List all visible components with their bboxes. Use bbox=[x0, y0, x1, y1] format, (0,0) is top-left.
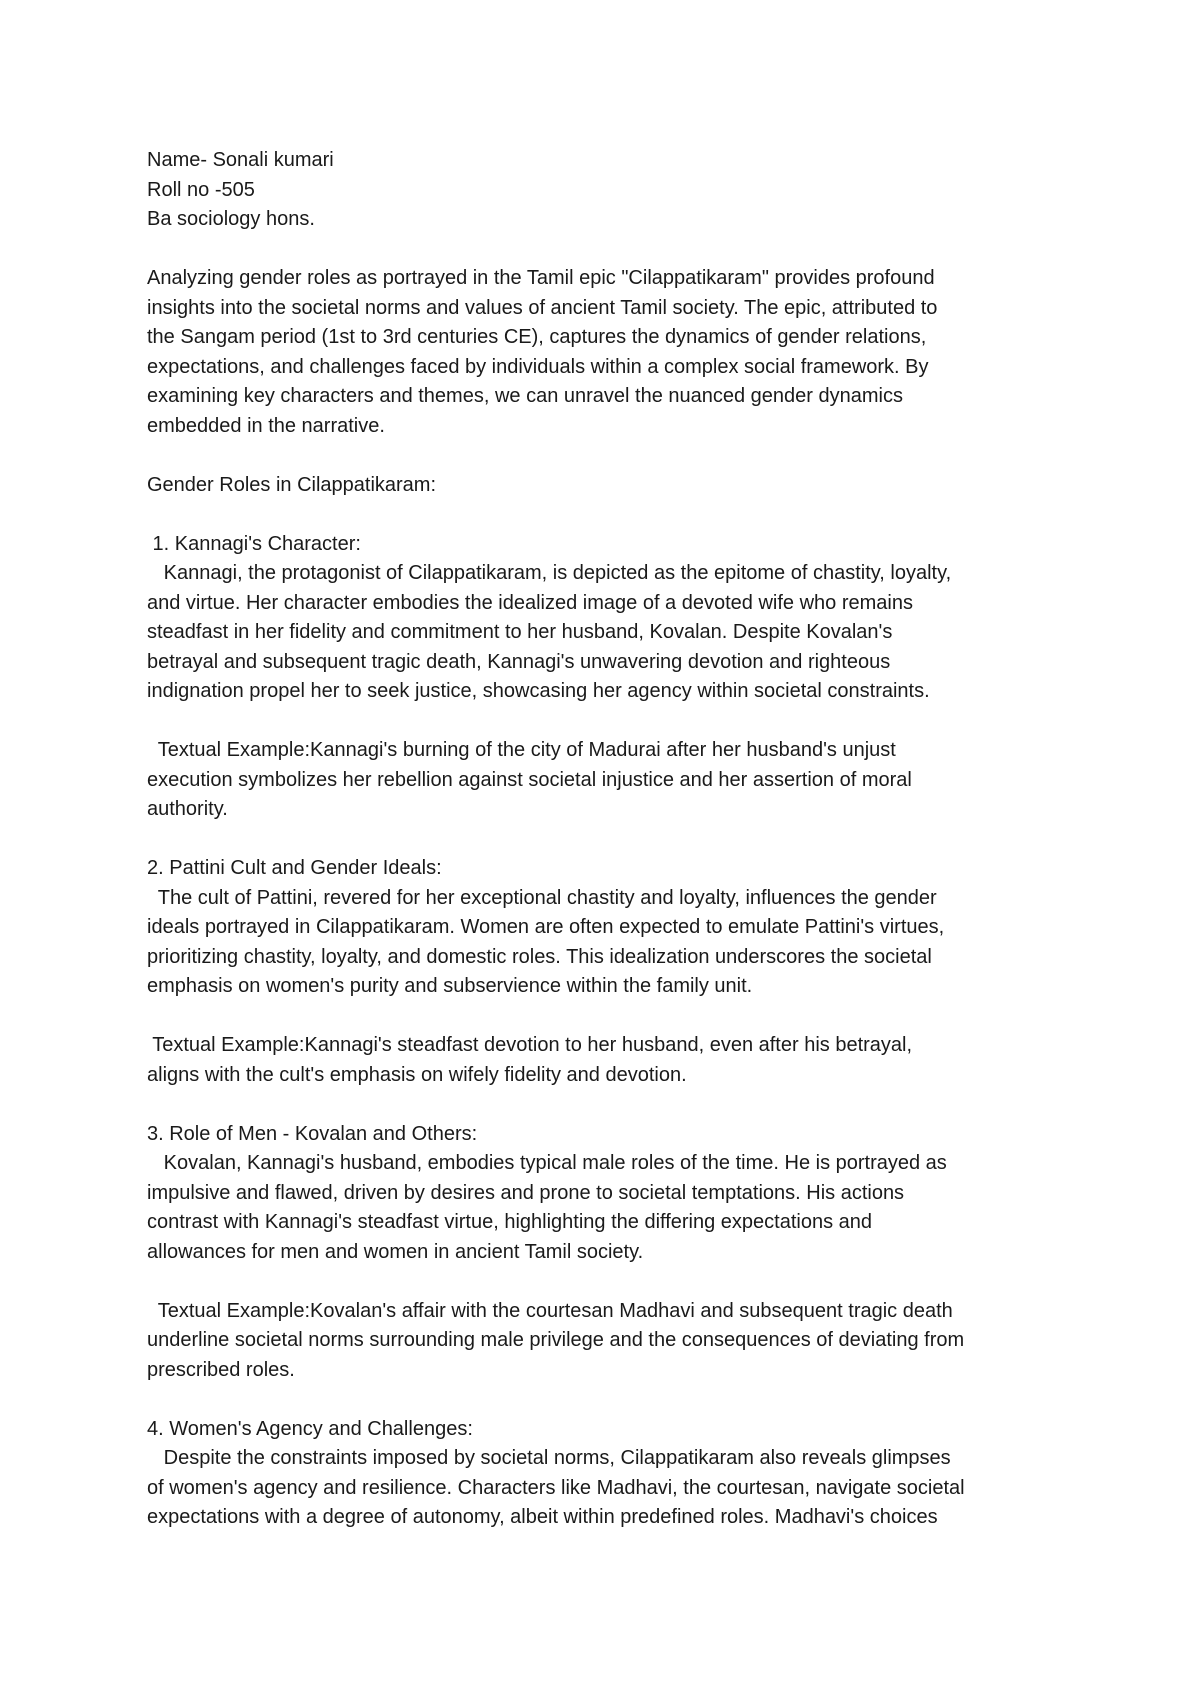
text-line: the Sangam period (1st to 3rd centuries CE), captures the dynamics of gender relations, bbox=[147, 326, 927, 348]
student-info bbox=[147, 146, 1087, 235]
spacer bbox=[147, 707, 1087, 737]
section-heading: Gender Roles in Cilappatikaram: bbox=[147, 473, 437, 496]
text-line: Analyzing gender roles as portrayed in the Tamil epic "Cilappatikaram" provides profound bbox=[147, 267, 935, 289]
text-line: and virtue. Her character embodies the idealized image of a devoted wife who remains bbox=[147, 591, 913, 614]
textual-example-line: Textual Example:Kovalan's affair with the courtesan Madhavi and subsequent tragic death bbox=[147, 1299, 953, 1322]
text-line: indignation propel her to seek justice, showcasing her agency within societal constraints. bbox=[147, 680, 930, 702]
course-name: Ba sociology hons. bbox=[147, 208, 315, 230]
text-line: examining key characters and themes, we can unravel the nuanced gender dynamics bbox=[147, 385, 903, 407]
textual-example-line: authority. bbox=[147, 798, 228, 820]
textual-example-line: aligns with the cult's emphasis on wifely fidelity and devotion. bbox=[147, 1063, 687, 1086]
text-line: allowances for men and women in ancient Tamil society. bbox=[147, 1240, 644, 1263]
spacer bbox=[147, 1267, 1087, 1297]
section-kannagi bbox=[147, 530, 1087, 825]
text-line: prioritizing chastity, loyalty, and domestic roles. This idealization underscores the societal bbox=[147, 945, 932, 968]
textual-example-line: Textual Example:Kannagi's burning of the city of Madurai after her husband's unjust bbox=[147, 739, 896, 761]
subsection-heading: 3. Role of Men - Kovalan and Others: bbox=[147, 1122, 478, 1145]
subsection-heading: 4. Women's Agency and Challenges: bbox=[147, 1417, 473, 1440]
textual-example-line: execution symbolizes her rebellion against societal injustice and her assertion of moral bbox=[147, 768, 912, 791]
textual-example-line: Textual Example:Kannagi's steadfast devotion to her husband, even after his betrayal, bbox=[147, 1034, 913, 1056]
spacer bbox=[147, 1002, 1087, 1032]
section-womens-agency bbox=[147, 1415, 1087, 1533]
spacer bbox=[147, 1385, 1087, 1415]
text-line: The cult of Pattini, revered for her exceptional chastity and loyalty, influences the gender bbox=[147, 886, 937, 909]
text-line: Kannagi, the protagonist of Cilappatikaram, is depicted as the epitome of chastity, loyalty, bbox=[147, 562, 952, 584]
text-line: insights into the societal norms and values of ancient Tamil society. The epic, attributed to bbox=[147, 296, 938, 319]
spacer bbox=[147, 500, 1087, 530]
intro-paragraph bbox=[147, 264, 1087, 441]
spacer bbox=[147, 235, 1087, 265]
text-line: expectations, and challenges faced by individuals within a complex social framework. By bbox=[147, 355, 929, 378]
text-line: emphasis on women's purity and subservience within the family unit. bbox=[147, 975, 753, 997]
student-name: Name- Sonali kumari bbox=[147, 149, 334, 171]
text-line: ideals portrayed in Cilappatikaram. Women are often expected to emulate Pattini's virtues, bbox=[147, 916, 945, 938]
subsection-heading: 1. Kannagi's Character: bbox=[147, 532, 361, 555]
roll-number: Roll no -505 bbox=[147, 178, 255, 201]
text-line: Kovalan, Kannagi's husband, embodies typical male roles of the time. He is portrayed as bbox=[147, 1152, 947, 1174]
textual-example-line: underline societal norms surrounding male privilege and the consequences of deviating from bbox=[147, 1329, 965, 1351]
text-line: expectations with a degree of autonomy, albeit within predefined roles. Madhavi's choices bbox=[147, 1506, 938, 1528]
text-line: contrast with Kannagi's steadfast virtue, highlighting the differing expectations and bbox=[147, 1211, 873, 1233]
document-body bbox=[147, 146, 1087, 1533]
section-pattini bbox=[147, 854, 1087, 1090]
spacer bbox=[147, 825, 1087, 855]
section-role-of-men bbox=[147, 1120, 1087, 1386]
text-line: impulsive and flawed, driven by desires and prone to societal temptations. His actions bbox=[147, 1181, 905, 1204]
text-line: steadfast in her fidelity and commitment to her husband, Kovalan. Despite Kovalan's bbox=[147, 621, 893, 643]
subsection-heading: 2. Pattini Cult and Gender Ideals: bbox=[147, 857, 442, 879]
spacer bbox=[147, 1090, 1087, 1120]
text-line: betrayal and subsequent tragic death, Kannagi's unwavering devotion and righteous bbox=[147, 650, 891, 673]
text-line: Despite the constraints imposed by societal norms, Cilappatikaram also reveals glimpses bbox=[147, 1447, 951, 1469]
text-line: embedded in the narrative. bbox=[147, 414, 385, 437]
text-line: of women's agency and resilience. Characters like Madhavi, the courtesan, navigate societal bbox=[147, 1476, 965, 1499]
spacer bbox=[147, 441, 1087, 471]
textual-example-line: prescribed roles. bbox=[147, 1358, 295, 1381]
